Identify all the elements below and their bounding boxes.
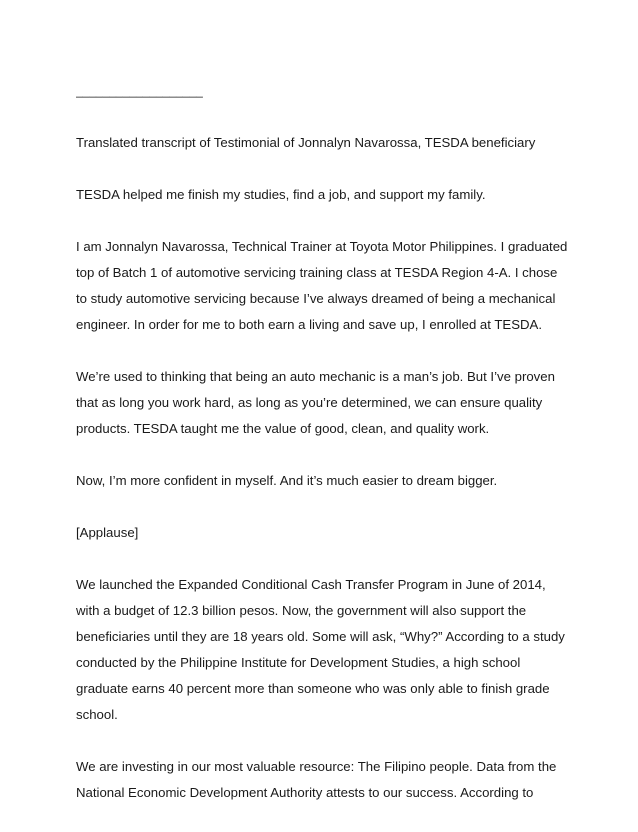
paragraph-testimonial-1: I am Jonnalyn Navarossa, Technical Trainer at Toyota Motor Philippines. I graduated top of Batch 1 of automotive servicing training class at TESDA Region 4-A. I chose to study automotive servicing because I’ve always dreamed of being a mechanical engineer. In order for me to both earn a living and save up, I enrolled at TESDA. — [76, 239, 568, 332]
paragraph-investing: We are investing in our most valuable resource: The Filipino people. Data from the National Economic Development Authority attests to our success. According to — [76, 759, 557, 800]
paragraph-applause: [Applause] — [76, 525, 139, 540]
paragraph-title: Translated transcript of Testimonial of Jonnalyn Navarossa, TESDA beneficiary — [76, 135, 536, 150]
horizontal-rule: ___________________ — [76, 84, 203, 98]
paragraph-cct-program: We launched the Expanded Conditional Cash Transfer Program in June of 2014, with a budget of 12.3 billion pesos. Now, the government will also support the beneficiaries until they are 18 years old. Some will ask, “Why?” According to a study conducted by the Philippine Institute for Development Studies, a high school graduate earns 40 percent more than someone who was only able to finish grade school. — [76, 577, 565, 722]
paragraph-testimonial-2: We’re used to thinking that being an auto mechanic is a man’s job. But I’ve proven that as long you work hard, as long as you’re determined, we can ensure quality products. TESDA taught me the value of good, clean, and quality work. — [76, 369, 555, 436]
paragraph-intro: TESDA helped me finish my studies, find a job, and support my family. — [76, 187, 486, 202]
paragraph-testimonial-3: Now, I’m more confident in myself. And it’s much easier to dream bigger. — [76, 473, 498, 488]
document-body — [76, 78, 570, 832]
